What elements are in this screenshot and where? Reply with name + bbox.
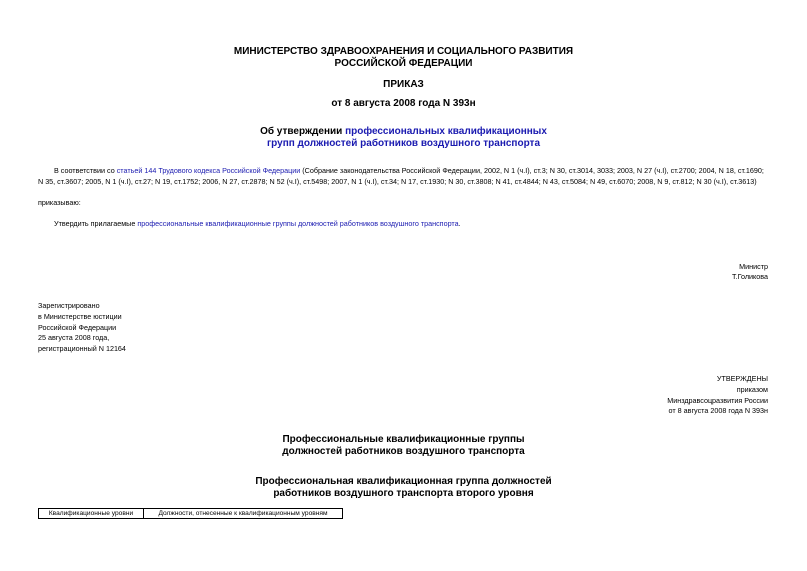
registration-line-2: в Министерстве юстиции [38, 312, 122, 321]
preamble-line-2: N 35, ст.3607; 2005, N 1 (ч.I), ст.27; N 19, ст.1752; 2006, N 27, ст.2878; N 52 (ч.I), ст.5498; 2007, N 1 (ч.I), ст.34; N 17, ст.1930; N 30, ст.3808; N 41, ст.4844; N 43, ст.5084; N 49, ст.6070; 2008, N 9, ст.812; N 30 (ч.I), ст.3613) [38, 177, 757, 186]
signature-name: Т.Голикова [731, 272, 768, 281]
qualification-groups-link[interactable]: профессиональные квалификационные группы должностей работников воздушного транспорта [137, 219, 459, 228]
table-header-levels: Квалификационные уровни [39, 509, 144, 519]
order-after: . [458, 219, 461, 228]
approved-line-2: приказом [736, 385, 768, 394]
approved-line-3: Минздравсоцразвития России [667, 396, 768, 405]
article-144-link[interactable]: статьей 144 Трудового кодекса Российской Федерации [116, 166, 301, 175]
qualification-table [38, 508, 343, 519]
registration-line-4: 25 августа 2008 года, [38, 333, 110, 342]
table-header-row [39, 509, 343, 519]
title-link-2[interactable]: групп должностей работников воздушного транспорта [266, 138, 541, 149]
section-title-line-2: должностей работников воздушного транспорта [282, 446, 525, 457]
document-date: от 8 августа 2008 года N 393н [331, 98, 476, 109]
document-type: ПРИКАЗ [383, 79, 424, 90]
document-title-line-1 [0, 126, 807, 138]
table-header-positions: Должности, отнесенные к квалификационным уровням [144, 509, 343, 519]
approved-line-1: УТВЕРЖДЕНЫ [716, 374, 768, 383]
order-before: Утвердить прилагаемые [54, 219, 138, 228]
section-title-line-1: Профессиональные квалификационные группы [282, 434, 525, 445]
signature-position: Министр [739, 262, 768, 271]
ministry-line-1: МИНИСТЕРСТВО ЗДРАВООХРАНЕНИЯ И СОЦИАЛЬНОГО РАЗВИТИЯ [233, 46, 574, 57]
registration-line-1: Зарегистрировано [38, 301, 100, 310]
preamble-after: (Собрание законодательства Российской Федерации, 2002, N 1 (ч.I), ст.3; N 30, ст.3014, 3033; 2003, N 27 (ч.I), ст.2700; 2004, N 18, ст.1690; [300, 166, 764, 175]
group-title-line-2: работников воздушного транспорта второго уровня [273, 488, 534, 499]
registration-line-3: Российской Федерации [38, 323, 117, 332]
document-title-line-2 [0, 138, 807, 150]
title-link-1[interactable]: профессиональных квалификационных [345, 126, 547, 137]
registration-line-5: регистрационный N 12164 [38, 344, 126, 353]
order-text [54, 218, 461, 229]
preamble-before: В соответствии со [54, 166, 117, 175]
ministry-line-2: РОССИЙСКОЙ ФЕДЕРАЦИИ [334, 58, 473, 69]
order-word: приказываю: [38, 198, 81, 207]
approved-line-4: от 8 августа 2008 года N 393н [668, 406, 768, 415]
title-prefix: Об утверждении [260, 126, 346, 137]
preamble-line-1 [54, 165, 764, 176]
group-title-line-1: Профессиональная квалификационная группа должностей [255, 476, 552, 487]
